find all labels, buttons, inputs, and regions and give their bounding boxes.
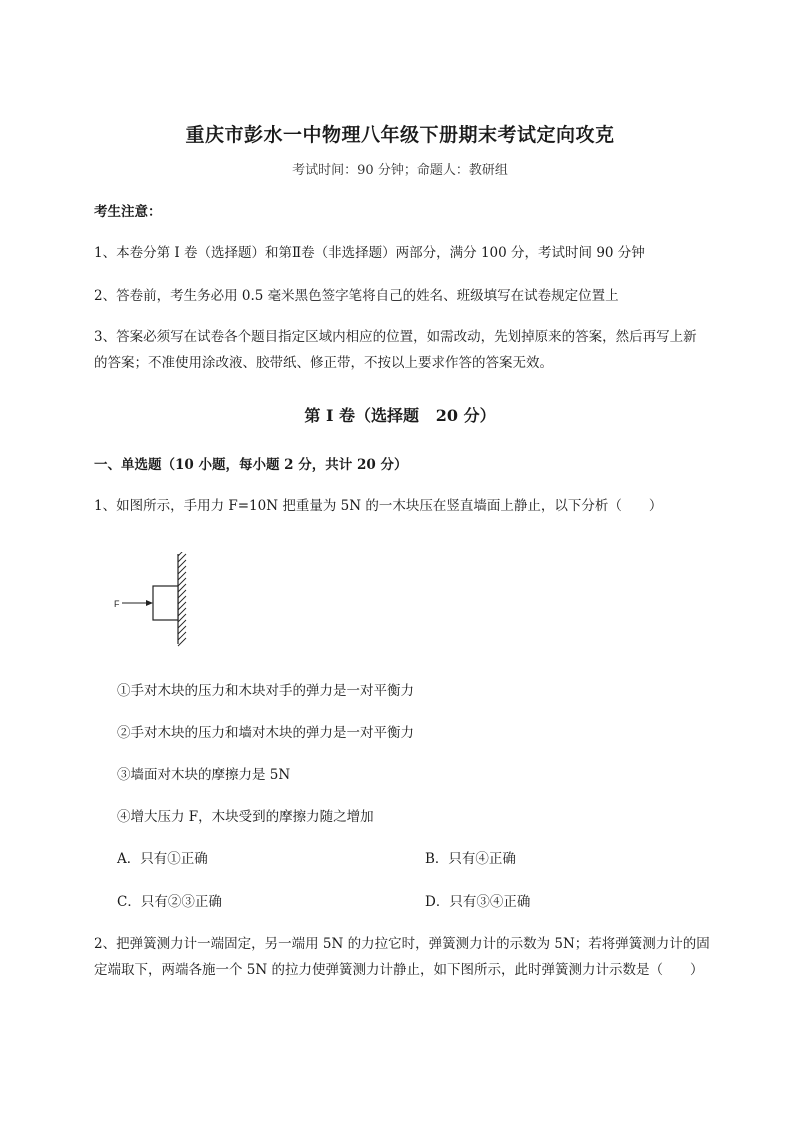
option-a: A．只有①正确 bbox=[117, 851, 208, 867]
option-b: B．只有④正确 bbox=[425, 851, 516, 867]
section-title: 第 I 卷（选择题 20 分） bbox=[304, 406, 496, 425]
statement-1: ①手对木块的压力和木块对手的弹力是一对平衡力 bbox=[117, 683, 414, 699]
exam-title: 重庆市彭水一中物理八年级下册期末考试定向攻克 bbox=[185, 124, 615, 146]
option-d: D．只有③④正确 bbox=[425, 894, 531, 910]
statement-4: ④增大压力 F，木块受到的摩擦力随之增加 bbox=[117, 809, 374, 825]
exam-subtitle: 考试时间：90 分钟；命题人：教研组 bbox=[292, 163, 508, 178]
option-c: C．只有②③正确 bbox=[117, 894, 222, 910]
force-label: F bbox=[114, 599, 120, 609]
statement-3: ③墙面对木块的摩擦力是 5N bbox=[117, 767, 291, 783]
notice-item-2: 2、答卷前，考生务必用 0.5 毫米黑色签字笔将自己的姓名、班级填写在试卷规定位置上 bbox=[94, 288, 619, 304]
notice-item-3: 3、答案必须写在试卷各个题目指定区域内相应的位置，如需改动，先划掉原来的答案，然后再写上新 bbox=[94, 329, 697, 345]
question-2-stem-line-1: 2、把弹簧测力计一端固定，另一端用 5N 的力拉它时，弹簧测力计的示数为 5N；若将弹簧测力计的固 bbox=[94, 936, 710, 952]
notice-item-3-cont: 的答案；不准使用涂改液、胶带纸、修正带，不按以上要求作答的答案无效。 bbox=[94, 355, 553, 371]
question-1-stem: 1、如图所示，手用力 F=10N 把重量为 5N 的一木块压在竖直墙面上静止，以下分析（ ） bbox=[94, 498, 663, 514]
question-1-figure bbox=[112, 552, 202, 652]
wood-block bbox=[153, 586, 178, 620]
question-2-stem-line-2: 定端取下，两端各施一个 5N 的拉力使弹簧测力计静止，如下图所示，此时弹簧测力计示数是（ ） bbox=[94, 962, 704, 978]
notice-heading: 考生注意： bbox=[94, 204, 162, 220]
block-wall-diagram bbox=[112, 552, 202, 648]
part-heading: 一、单选题（10 小题，每小题 2 分，共计 20 分） bbox=[94, 457, 408, 473]
statement-2: ②手对木块的压力和墙对木块的弹力是一对平衡力 bbox=[117, 725, 414, 741]
notice-item-1: 1、本卷分第 I 卷（选择题）和第Ⅱ卷（非选择题）两部分，满分 100 分，考试时间 90 分钟 bbox=[94, 245, 645, 261]
